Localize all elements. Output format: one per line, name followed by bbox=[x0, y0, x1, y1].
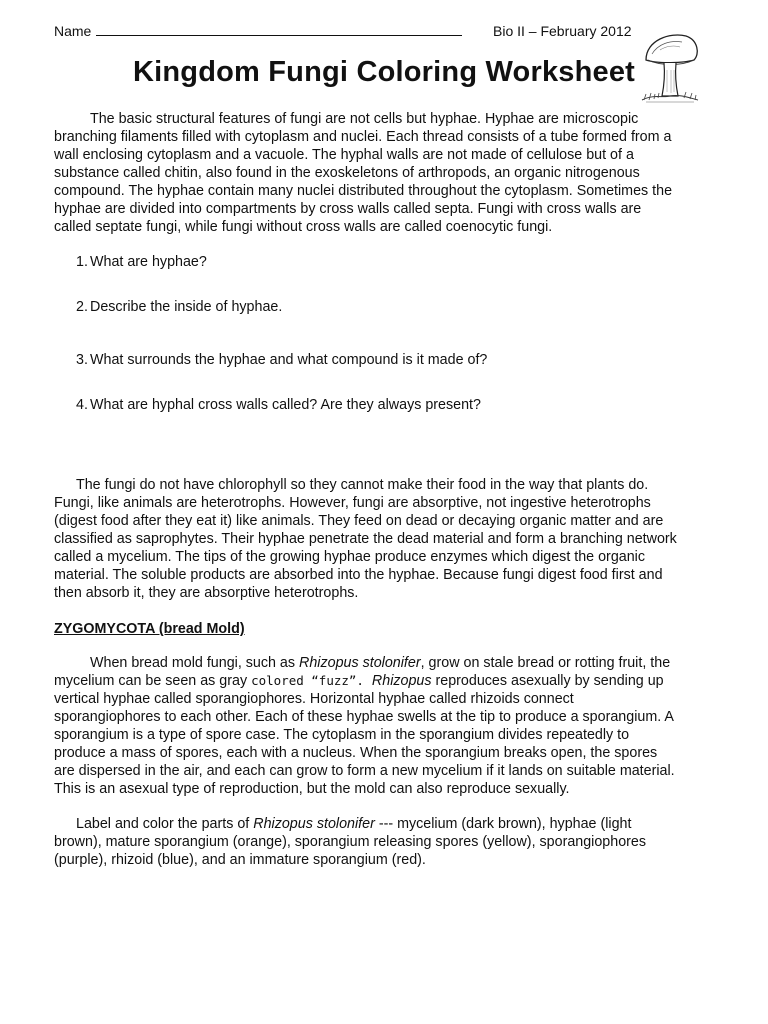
zygomycota-line bbox=[54, 654, 714, 672]
zygomycota-line: vertical hyphae called sporangiophores. Horizontal hyphae called rhizoids connect bbox=[54, 691, 574, 707]
question-text: What surrounds the hyphae and what compound is it made of? bbox=[90, 352, 488, 368]
intro-line: compound. The hyphae contain many nuclei distributed throughout the cytoplasm. Sometimes the bbox=[54, 183, 673, 199]
text-run: --- mycelium (dark brown), hyphae (light bbox=[374, 816, 632, 832]
species-name: Rhizopus stolonifer bbox=[299, 655, 421, 671]
question-number: 4. bbox=[76, 397, 88, 413]
nutrition-line: material. The soluble products are absorbed into the hyphae. Because fungi digest food first and bbox=[54, 567, 663, 583]
intro-line: called septate fungi, while fungi without cross walls are called coenocytic fungi. bbox=[54, 219, 553, 235]
text-run: reproduces asexually by sending up bbox=[431, 673, 664, 689]
nutrition-line: Fungi, like animals are heterotrophs. However, fungi are absorptive, not ingestive heterotrophs bbox=[54, 495, 651, 511]
zygomycota-line: are dispersed in the air, and each can grow to form a new mycelium if it lands on suitable material. bbox=[54, 763, 675, 779]
question-number: 3. bbox=[76, 352, 88, 368]
question-2 bbox=[76, 298, 696, 316]
nutrition-line: then absorb it, they are absorptive heterotrophs. bbox=[54, 585, 359, 601]
text-run: , grow on stale bread or rotting fruit, the bbox=[420, 655, 671, 671]
label-instructions-line bbox=[54, 815, 714, 833]
text-run: Label and color the parts of bbox=[76, 816, 254, 832]
question-3 bbox=[76, 351, 696, 369]
mushroom-illustration bbox=[640, 30, 700, 104]
intro-line: substance called chitin, also found in the exoskeletons of arthropods, an organic nitrogenous bbox=[54, 165, 640, 181]
intro-line: wall enclosing cytoplasm and a vacuole. The hyphal walls are not made of cellulose but of a bbox=[54, 147, 634, 163]
zygomycota-line bbox=[54, 672, 714, 690]
question-text: Describe the inside of hyphae. bbox=[90, 299, 283, 315]
zygomycota-line: This is an asexual type of reproduction, but the mold can also reproduce sexually. bbox=[54, 781, 570, 797]
question-text: What are hyphae? bbox=[90, 254, 207, 270]
nutrition-line: The fungi do not have chlorophyll so they cannot make their food in the way that plants do. bbox=[76, 477, 649, 493]
question-1 bbox=[76, 253, 696, 271]
label-instructions-line: (purple), rhizoid (blue), and an immature sporangium (red). bbox=[54, 852, 426, 868]
name-label: Name bbox=[54, 23, 92, 39]
intro-line: The basic structural features of fungi are not cells but hyphae. Hyphae are microscopic bbox=[90, 111, 639, 127]
intro-line: branching filaments filled with cytoplasm and nuclei. Each thread consists of a tube formed from a bbox=[54, 129, 672, 145]
text-run: colored “fuzz”. bbox=[251, 673, 364, 688]
course-date: Bio II – February 2012 bbox=[493, 23, 632, 39]
text-run: mycelium can be seen as gray bbox=[54, 673, 252, 689]
question-number: 2. bbox=[76, 299, 88, 315]
question-number: 1. bbox=[76, 254, 88, 270]
question-text: What are hyphal cross walls called? Are they always present? bbox=[90, 397, 481, 413]
page-title: Kingdom Fungi Coloring Worksheet bbox=[132, 56, 636, 88]
text-run: When bread mold fungi, such as bbox=[90, 655, 300, 671]
zygomycota-line: produce a mass of spores, each with a nucleus. When the sporangium breaks open, the spores bbox=[54, 745, 658, 761]
nutrition-line: called a mycelium. The tips of the growing hyphae produce enzymes which digest the organic bbox=[54, 549, 645, 565]
section-heading-zygomycota: ZYGOMYCOTA (bread Mold) bbox=[54, 621, 245, 637]
label-instructions-line: brown), mature sporangium (orange), sporangium releasing spores (yellow), sporangiophores bbox=[54, 834, 647, 850]
nutrition-line: (digest food after they eat it) like animals. They feed on dead or decaying organic matter and are bbox=[54, 513, 664, 529]
species-name: Rhizopus stolonifer bbox=[253, 816, 375, 832]
zygomycota-line: sporangiophores to each other. Each of these hyphae swells at the tip to produce a sporangium. A bbox=[54, 709, 674, 725]
name-blank-line bbox=[96, 35, 462, 36]
zygomycota-line: sporangium is a type of spore case. The cytoplasm in the sporangium divides repeatedly to bbox=[54, 727, 630, 743]
nutrition-line: classified as saprophytes. Their hyphae penetrate the dead material and form a branching network bbox=[54, 531, 677, 547]
intro-line: hyphae are divided into compartments by cross walls called septa. Fungi with cross walls are bbox=[54, 201, 642, 217]
question-4 bbox=[76, 396, 696, 414]
genus-name: Rhizopus bbox=[371, 673, 432, 689]
